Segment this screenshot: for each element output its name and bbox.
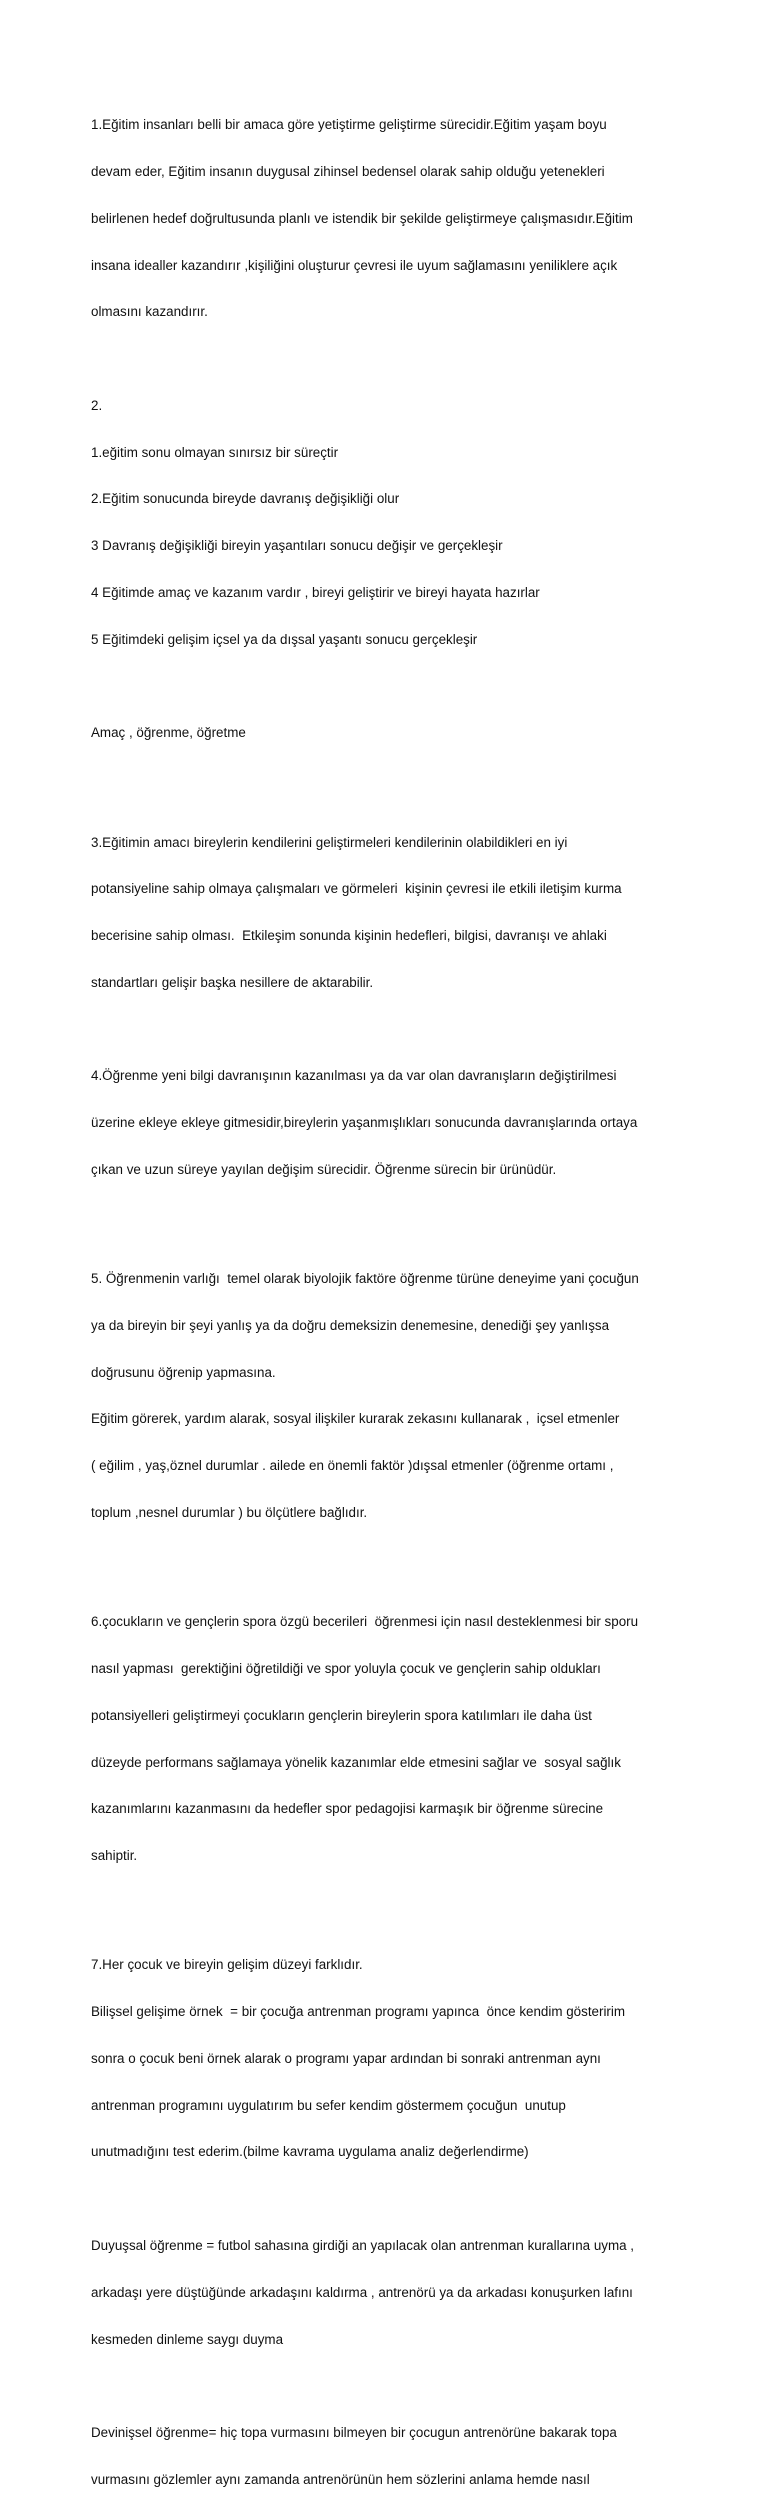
paragraph-affective — [91, 2207, 691, 2379]
paragraph-7 — [91, 1926, 691, 2191]
document-page — [91, 86, 691, 2519]
paragraph-spacer — [91, 2191, 691, 2207]
paragraph-6 — [91, 1583, 691, 1895]
list-item: 1.eğitim sonu olmayan sınırsız bir süreçtir — [91, 444, 339, 460]
paragraph-spacer — [91, 1552, 691, 1583]
text-line: düzeyde performans sağlamaya yönelik kazanımlar elde etmesini sağlar ve sosyal sağlık — [91, 1754, 621, 1770]
paragraph-spacer — [91, 351, 691, 367]
text-line: potansiyelleri geliştirmeyi çocukların gençlerin bireylerin spora katılımları ile daha üst — [91, 1707, 592, 1723]
paragraph-psychomotor — [91, 2394, 691, 2519]
text-line: vurmasını gözlemler aynı zamanda antrenörünün hem sözlerini anlama hemde nasıl — [91, 2471, 590, 2487]
text-line: kazanımlarını kazanmasını da hedefler spor pedagojisi karmaşık bir öğrenme sürecine — [91, 1801, 604, 1817]
paragraph-spacer — [91, 1209, 691, 1240]
list-item: 5 Eğitimdeki gelişim içsel ya da dışsal yaşantı sonucu gerçekleşir — [91, 631, 478, 647]
text-line: antrenman programını uygulatırım bu sefer kendim göstermem çocuğun unutup — [91, 2097, 566, 2113]
text-line: ya da bireyin bir şeyi yanlış ya da doğru demeksizin denemesine, denediği şey yanlışsa — [91, 1317, 610, 1333]
paragraph-1 — [91, 86, 691, 351]
text-line: nasıl yapması gerektiğini öğretildiği ve spor yoluyla çocuk ve gençlerin sahip oldukları — [91, 1660, 601, 1676]
text-line: kesmeden dinleme saygı duyma — [91, 2331, 284, 2347]
text-line: standartları gelişir başka nesillere de aktarabilir. — [91, 974, 374, 990]
text-line: üzerine ekleye ekleye gitmesidir,bireylerin yaşanmışlıkları sonucunda davranışlarında ortaya — [91, 1115, 638, 1131]
text-line: sahiptir. — [91, 1848, 138, 1864]
text-line: ( eğilim , yaş,öznel durumlar . ailede en önemli faktör )dışsal etmenler (öğrenme ortamı , — [91, 1458, 614, 1474]
text-line: 1.Eğitim insanları belli bir amaca göre yetiştirme geliştirme sürecidir.Eğitim yaşam boyu — [91, 117, 607, 133]
text-line: 7.Her çocuk ve bireyin gelişim düzeyi farklıdır. — [91, 1957, 363, 1973]
paragraph-4 — [91, 1037, 691, 1209]
list-item: 4 Eğitimde amaç ve kazanım vardır , bireyi geliştirir ve bireyi hayata hazırlar — [91, 585, 540, 600]
paragraph-keywords — [91, 694, 691, 772]
text-line: Amaç , öğrenme, öğretme — [91, 725, 246, 741]
text-line: doğrusunu öğrenip yapmasına. — [91, 1364, 276, 1380]
text-line: Eğitim görerek, yardım alarak, sosyal ilişkiler kurarak zekasını kullanarak , içsel etmenler — [91, 1411, 620, 1427]
text-line: potansiyeline sahip olmaya çalışmaları ve görmeleri kişinin çevresi ile etkili iletişim kurma — [91, 881, 622, 897]
paragraph-spacer — [91, 679, 691, 695]
text-line: Bilişsel gelişime örnek = bir çocuğa antrenman programı yapınca önce kendim gösteririm — [91, 2004, 626, 2020]
list-item: 2.Eğitim sonucunda bireyde davranış değişikliği olur — [91, 491, 400, 507]
text-line: 5. Öğrenmenin varlığı temel olarak biyolojik faktöre öğrenme türüne deneyime yani çocuğun — [91, 1271, 639, 1287]
text-line: 3.Eğitimin amacı bireylerin kendilerini geliştirmeleri kendilerinin olabildikleri en iyi — [91, 834, 568, 850]
paragraph-spacer — [91, 1895, 691, 1926]
text-line: çıkan ve uzun süreye yayılan değişim sürecidir. Öğrenme sürecin bir ürünüdür. — [91, 1161, 557, 1177]
text-line: toplum ,nesnel durumlar ) bu ölçütlere bağlıdır. — [91, 1505, 368, 1521]
text-line: unutmadığını test ederim.(bilme kavrama uygulama analiz değerlendirme) — [91, 2144, 529, 2160]
text-line: Duyuşsal öğrenme = futbol sahasına girdiği an yapılacak olan antrenman kurallarına uyma , — [91, 2237, 635, 2253]
text-line: arkadaşı yere düştüğünde arkadaşını kaldırma , antrenörü ya da arkadası konuşurken lafını — [91, 2284, 633, 2300]
text-line: devam eder, Eğitim insanın duygusal zihinsel bedensel olarak sahip olduğu yetenekleri — [91, 163, 605, 179]
text-line: insana idealler kazandırır ,kişiliğini oluşturur çevresi ile uyum sağlamasını yeniliklere açık — [91, 257, 618, 273]
text-line: belirlenen hedef doğrultusunda planlı ve istendik bir şekilde geliştirmeye çalışmasıdır.Eğitim — [91, 210, 633, 226]
text-line: 6.çocukların ve gençlerin spora özgü becerileri öğrenmesi için nasıl desteklenmesi bir sporu — [91, 1614, 639, 1630]
text-line: olmasını kazandırır. — [91, 304, 208, 320]
text-line: Devinişsel öğrenme= hiç topa vurmasını bilmeyen bir çocugun antrenörüne bakarak topa — [91, 2425, 617, 2441]
paragraph-spacer — [91, 772, 691, 803]
text-line: sonra o çocuk beni örnek alarak o programı yapar ardından bi sonraki antrenman aynı — [91, 2050, 601, 2066]
paragraph-spacer — [91, 2378, 691, 2394]
text-line: 2. — [91, 397, 103, 413]
text-line: 4.Öğrenme yeni bilgi davranışının kazanılması ya da var olan davranışların değiştirilmesi — [91, 1068, 617, 1084]
list-item: 3 Davranış değişikliği bireyin yaşantıları sonucu değişir ve gerçekleşir — [91, 538, 503, 554]
paragraph-spacer — [91, 1022, 691, 1038]
text-line: becerisine sahip olması. Etkileşim sonunda kişinin hedefleri, bilgisi, davranışı ve ahlaki — [91, 928, 607, 944]
paragraph-3 — [91, 803, 691, 1021]
paragraph-2-list — [91, 367, 691, 679]
paragraph-5 — [91, 1240, 691, 1552]
